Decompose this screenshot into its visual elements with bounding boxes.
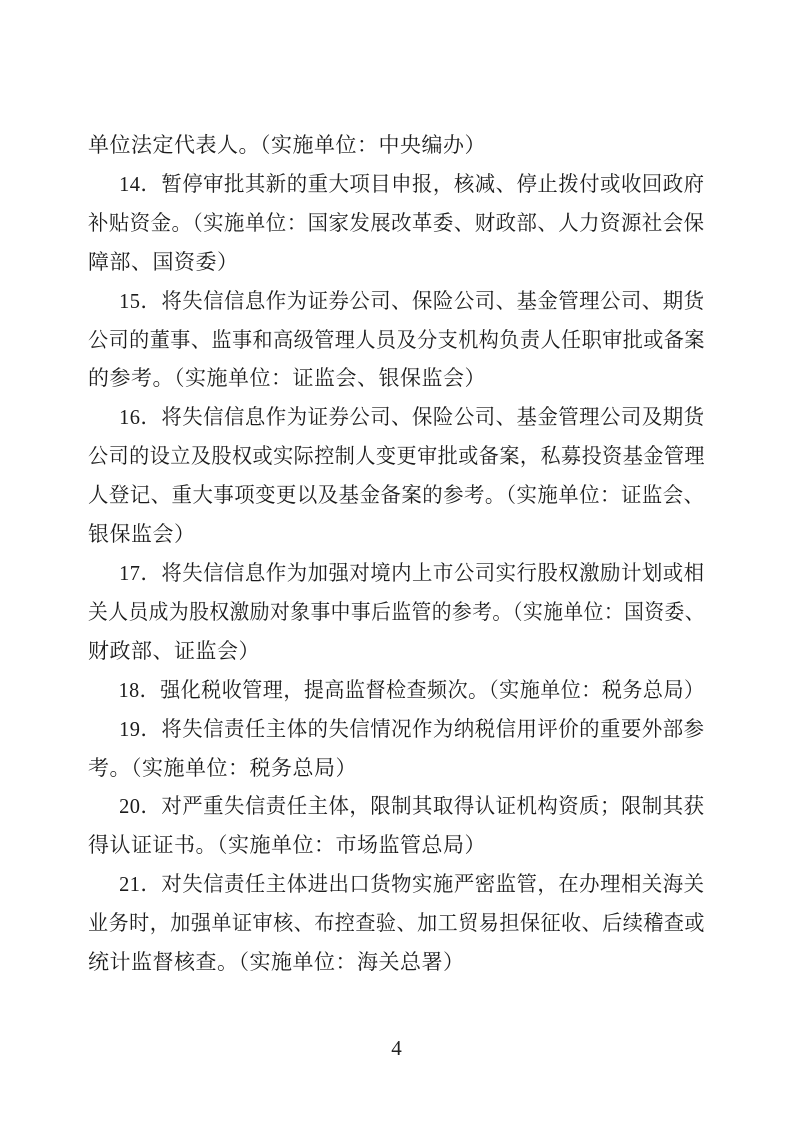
text-line: 15．将失信信息作为证券公司、保险公司、基金管理公司、期货 (119, 288, 705, 313)
text-line: 统计监督核查。（实施单位：海关总署） (88, 950, 465, 975)
text-line: 19．将失信责任主体的失信情况作为纳税信用评价的重要外部参 (119, 716, 705, 741)
page-number: 4 (391, 1036, 402, 1060)
text-line: 障部、国资委） (88, 249, 239, 274)
para-20 (88, 787, 705, 865)
text-line: 业务时，加强单证审核、布控查验、加工贸易担保征收、后续稽查或 (88, 911, 705, 936)
para-16 (88, 398, 705, 554)
text-line: 18．强化税收管理，提高监督检查频次。（实施单位：税务总局） (118, 677, 705, 702)
text-line: 14．暂停审批其新的重大项目申报，核减、停止拨付或收回政府 (119, 171, 705, 196)
text-line: 17．将失信信息作为加强对境内上市公司实行股权激励计划或相 (119, 560, 705, 585)
para-14 (88, 165, 705, 282)
document-body (88, 126, 705, 982)
text-line: 考。（实施单位：税务总局） (88, 755, 357, 780)
para-19 (88, 710, 705, 788)
text-line: 公司的设立及股权或实际控制人变更审批或备案，私募投资基金管理 (88, 444, 705, 469)
para-15 (88, 282, 705, 399)
text-line: 得认证证书。（实施单位：市场监管总局） (88, 833, 486, 858)
text-line: 16．将失信信息作为证券公司、保险公司、基金管理公司及期货 (119, 405, 705, 430)
text-line: 20．对严重失信责任主体，限制其取得认证机构资质；限制其获 (119, 794, 705, 819)
page-footer (0, 1036, 793, 1060)
para-21 (88, 865, 705, 982)
para-17 (88, 554, 705, 671)
text-line: 人登记、重大事项变更以及基金备案的参考。（实施单位：证监会、 (88, 483, 705, 508)
text-line: 21．对失信责任主体进出口货物实施严密监管，在办理相关海关 (119, 872, 705, 897)
text-line: 的参考。（实施单位：证监会、银保监会） (88, 366, 486, 391)
para-13-continuation (88, 126, 705, 165)
text-line: 银保监会） (88, 522, 196, 547)
text-line: 公司的董事、监事和高级管理人员及分支机构负责人任职审批或备案 (88, 327, 705, 352)
text-line: 财政部、证监会） (88, 638, 260, 663)
text-line: 单位法定代表人。（实施单位：中央编办） (88, 133, 486, 157)
text-line: 关人员成为股权激励对象事中事后监管的参考。（实施单位：国资委、 (88, 599, 705, 624)
para-18 (88, 671, 705, 710)
text-line: 补贴资金。（实施单位：国家发展改革委、财政部、人力资源社会保 (88, 210, 705, 235)
